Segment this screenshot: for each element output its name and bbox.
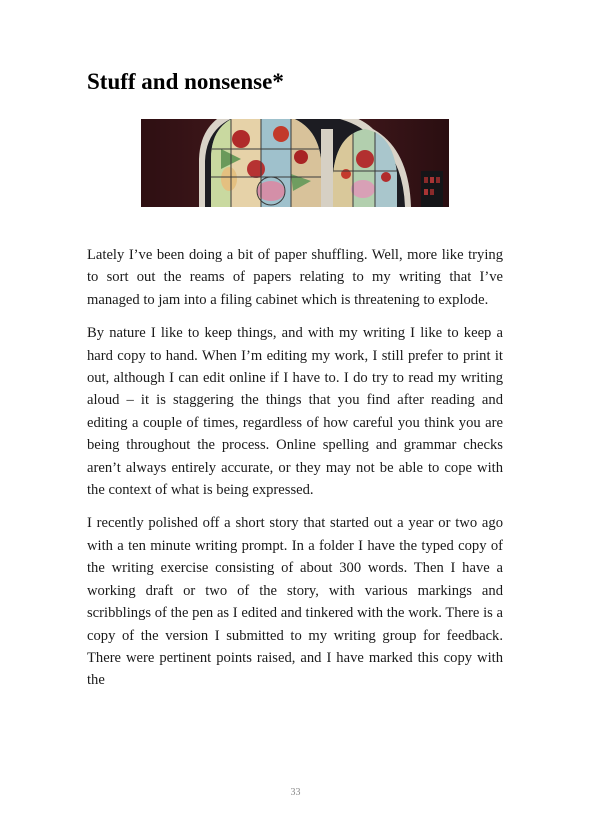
page-number: 33 (290, 787, 301, 798)
page-title: Stuff and nonsense* (87, 69, 284, 94)
paragraph: I recently polished off a short story that started out a year or two ago with a ten minute writing prompt. In a folder I have the typed copy of the writing exercise consisting of about 300 words. Then I have a working draft or two of the story, with various markings and scribblings of the pen as I edited and tinkered with the work. There is a copy of the version I submitted to my writing group for feedback. There were pertinent points raised, and I have marked this copy with the (87, 515, 503, 689)
stained-glass-image (141, 119, 449, 207)
paragraph: By nature I like to keep things, and with my writing I like to keep a hard copy to hand. When I’m editing my work, I still prefer to print it out, although I can edit online if I have to. I do try to read my writing aloud – it is staggering the things that you find after reading and editing a couple of times, regardless of how careful you think you are being throughout the process. Online spelling and grammar checks aren’t always entirely accurate, or they may not be able to cope with the context of what is being expressed. (87, 325, 503, 499)
paragraph: Lately I’ve been doing a bit of paper shuffling. Well, more like trying to sort out the reams of papers relating to my writing that I’ve managed to jam into a filing cabinet which is threatening to explode. (87, 247, 503, 308)
article-body (87, 244, 503, 703)
